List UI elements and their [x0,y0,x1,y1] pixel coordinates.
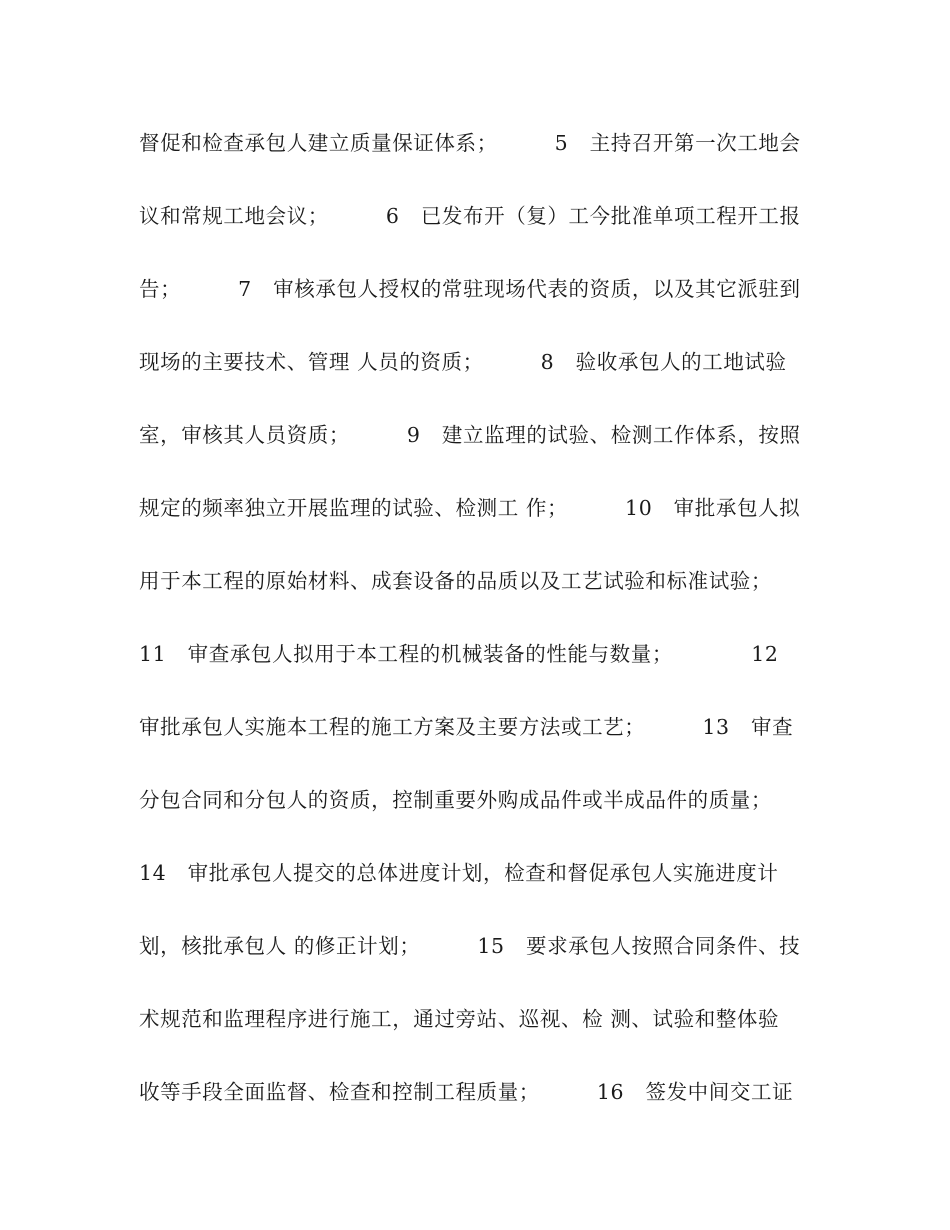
text-line: 规定的频率独立开展监理的试验、检测工 作； 10 审批承包人拟 [139,496,801,520]
text-line: 收等手段全面监督、检查和控制工程质量； 16 签发中间交工证 [139,1080,794,1104]
text-line: 14 审批承包人提交的总体进度计划，检查和督促承包人实施进度计 [139,861,779,885]
text-line: 划，核批承包人 的修正计划； 15 要求承包人按照合同条件、技 [139,934,801,958]
text-line: 告； 7 审核承包人授权的常驻现场代表的资质，以及其它派驻到 [139,277,801,301]
document-body [139,118,819,1140]
text-line: 11 审查承包人拟用于本工程的机械装备的性能与数量； 12 [139,642,779,666]
text-line: 用于本工程的原始材料、成套设备的品质以及工艺试验和标准试验； [139,569,772,593]
text-line: 审批承包人实施本工程的施工方案及主要方法或工艺； 13 审查 [139,715,794,739]
text-line: 议和常规工地会议； 6 已发布开（复）工今批准单项工程开工报 [139,204,801,228]
text-line: 分包合同和分包人的资质，控制重要外购成品件或半成品件的质量； [139,788,772,812]
text-line: 现场的主要技术、管理 人员的资质； 8 验收承包人的工地试验 [139,350,787,374]
text-line: 室，审核其人员资质； 9 建立监理的试验、检测工作体系，按照 [139,423,801,447]
text-line: 术规范和监理程序进行施工，通过旁站、巡视、检 测、试验和整体验 [139,1007,780,1031]
text-line: 督促和检查承包人建立质量保证体系； 5 主持召开第一次工地会 [139,131,801,155]
